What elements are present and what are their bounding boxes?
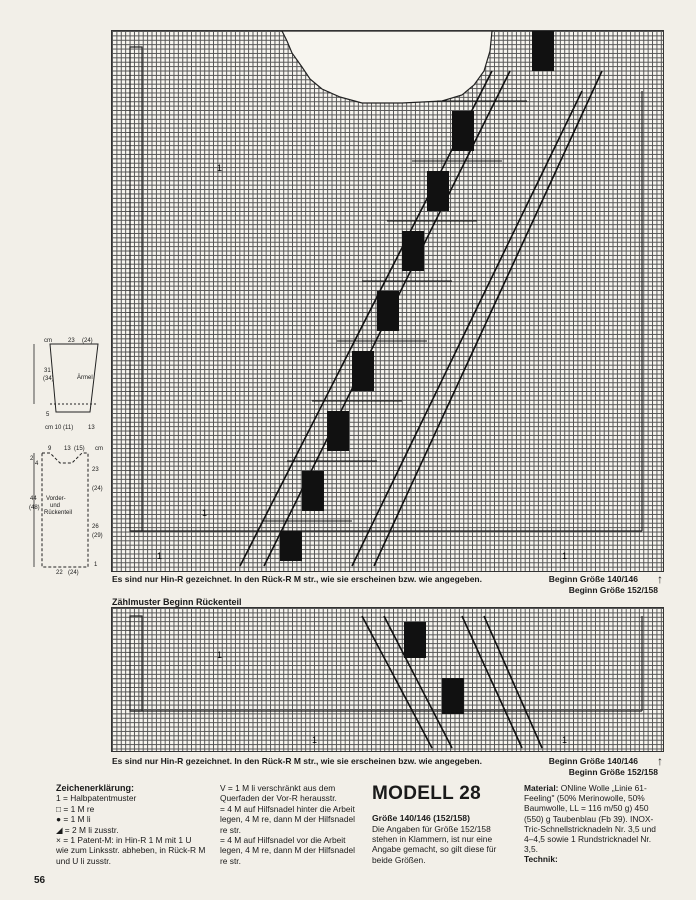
svg-text:1: 1: [217, 163, 223, 173]
body-label-3: Rückenteil: [44, 510, 73, 516]
body-h2: 26: [92, 524, 99, 530]
material-label: Material:: [524, 783, 559, 793]
model-title: MODELL 28: [372, 783, 481, 804]
body-h2-alt: (29): [92, 533, 103, 539]
legend-item: 1 = Halbpatentmuster: [56, 793, 137, 804]
legend-item: □ = 1 M re: [56, 803, 95, 814]
body-label-2: und: [50, 503, 61, 509]
sleeve-cuff: 5: [46, 412, 50, 418]
legend-item: ◢ = 2 M li zusstr.: [56, 824, 119, 835]
front-chart-overlay: [112, 31, 663, 571]
sleeve-height-alt: (34): [43, 376, 54, 382]
back-chart-note: Es sind nur Hin-R gezeichnet. In den Rück-R M str., wie sie erscheinen bzw. wie angegeben.: [112, 756, 482, 766]
body-neck: 2: [30, 456, 34, 462]
legend-item: = 4 M auf Hilfsnadel hinter die Arbeit legen, 4 M re, dann M der Hilfsnadel re str.: [220, 803, 356, 835]
body-h1-alt: (24): [92, 486, 103, 492]
back-pattern-chart: [111, 607, 664, 752]
sleeve-width-alt: (24): [82, 338, 93, 344]
back-chart-title: Zählmuster Beginn Rückenteil: [112, 597, 242, 607]
back-arrow-icon: ↑: [657, 754, 663, 768]
front-arrow-icon: ↑: [657, 572, 663, 586]
body-cm: cm: [95, 446, 103, 452]
svg-text:1: 1: [562, 735, 568, 745]
page-number: 56: [34, 875, 46, 886]
back-size-begin-152: Beginn Größe 152/158: [568, 767, 658, 777]
front-size-begin-152: Beginn Größe 152/158: [568, 585, 658, 595]
svg-text:1: 1: [157, 551, 163, 561]
body-h1: 23: [92, 467, 99, 473]
body-bottom-alt: (24): [68, 570, 79, 576]
svg-text:1: 1: [562, 551, 568, 561]
back-size-begin-140: Beginn Größe 140/146: [548, 756, 638, 766]
legend-column-2: [220, 783, 360, 866]
sleeve-label: Ärmel: [77, 375, 93, 381]
legend-title: Zeichenerklärung:: [56, 783, 135, 793]
body-top-alt: (15): [74, 446, 85, 452]
legend-item: × = 1 Patent-M: in Hin-R 1 M mit 1 U wie zum Linksstr. abheben, in Rück-R M und U li zusstr.: [56, 835, 206, 866]
legend-item: = 4 M auf Hilfsnadel vor die Arbeit legen, 4 M re, dann M der Hilfsnadel re str.: [220, 835, 356, 866]
material-block: [524, 783, 664, 865]
back-chart-overlay: [112, 608, 663, 751]
sleeve-width: 23: [68, 338, 75, 344]
sleeve-cm: cm: [44, 338, 52, 344]
material-text: ONline Wolle „Linie 61-Feeling" (50% Merinowolle, 50% Baumwolle, LL = 116 m/50 g) 450 (550) g Taubenblau (Fb 39). INOX-Tric-Schnellstricknadeln Nr. 3,5 und 4–4,5 sowie 1 Rundstricknadel Nr. 3,5.: [524, 783, 656, 855]
body-hem: 1: [94, 562, 98, 568]
front-size-begin-140: Beginn Größe 140/146: [548, 574, 638, 584]
body-top: 9: [48, 446, 52, 452]
body-neck-frac: 4: [35, 461, 39, 467]
svg-text:1: 1: [202, 508, 208, 518]
legend-item: V = 1 M li verschränkt aus dem Querfaden der Vor-R herausstr.: [220, 783, 337, 804]
svg-text:1: 1: [312, 735, 318, 745]
body-label-1: Vorder-: [46, 496, 66, 502]
front-pattern-chart: [111, 30, 664, 572]
sleeve-schematic: [28, 334, 108, 434]
sleeve-height: 31: [44, 368, 51, 374]
technik-label: Technik:: [524, 854, 558, 865]
svg-text:1: 1: [217, 650, 223, 660]
sleeve-bottom: cm 10 (11): [45, 425, 74, 431]
legend-column-1: [56, 783, 206, 866]
body-bottom: 22: [56, 570, 63, 576]
body-top-mid: 13: [64, 446, 71, 452]
sleeve-right: 13: [88, 425, 95, 431]
front-chart-note: Es sind nur Hin-R gezeichnet. In den Rück-R M str., wie sie erscheinen bzw. wie angegeben.: [112, 574, 482, 584]
model-size: Größe 140/146 (152/158): [372, 813, 470, 823]
legend-item: ● = 1 M li: [56, 814, 91, 825]
body-h-total: 44: [30, 496, 37, 502]
model-text: Die Angaben für Größe 152/158 stehen in Klammern, ist nur eine Angabe gemacht, so gilt diese für beide Größen.: [372, 824, 497, 865]
body-h-total-alt: (48): [29, 505, 40, 511]
